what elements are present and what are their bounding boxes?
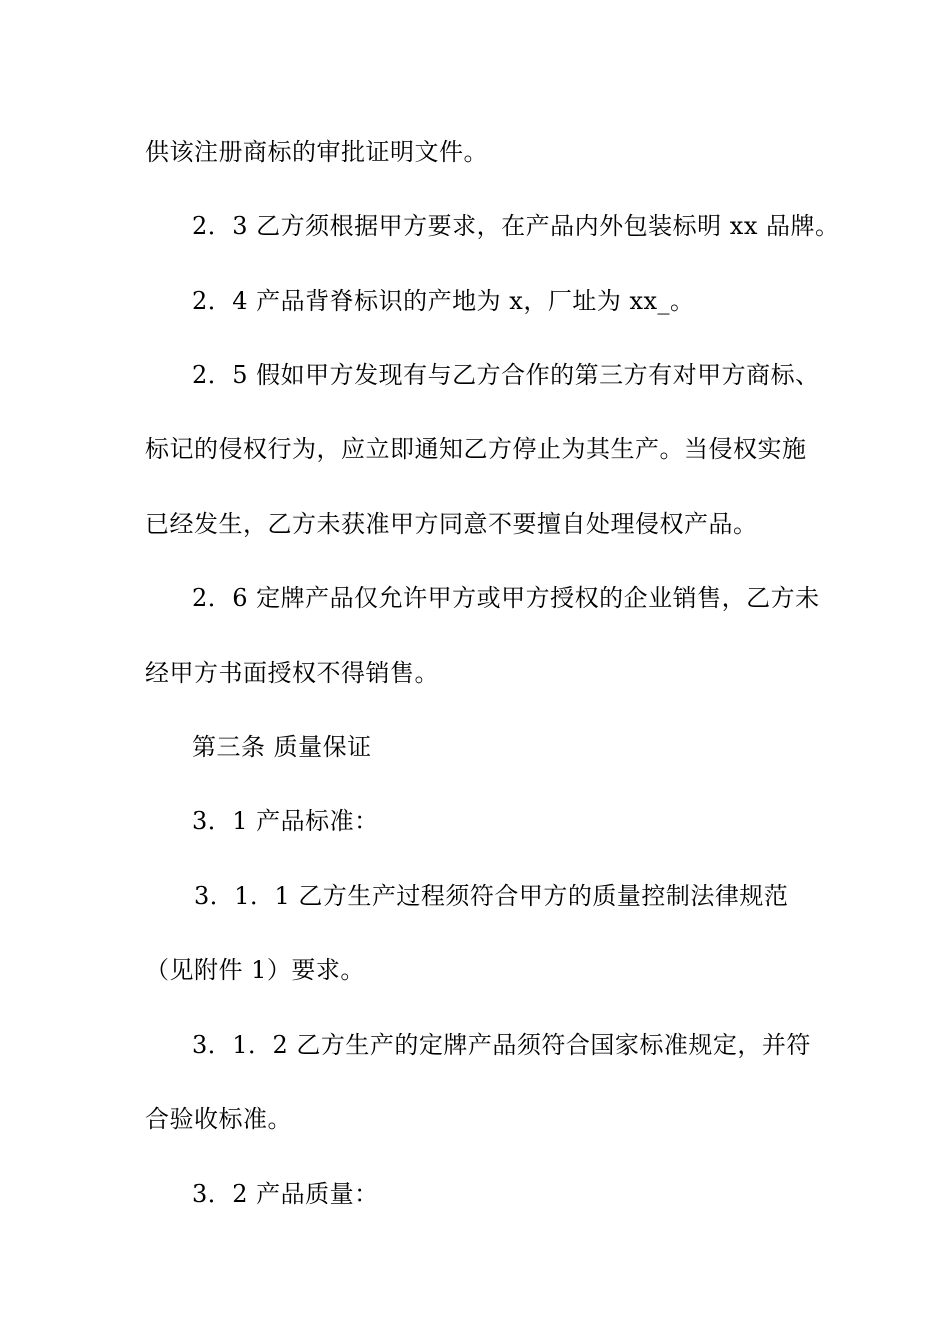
clause-3-1: 3．1 产品标准： bbox=[192, 807, 379, 835]
paragraph-line: （见附件 1）要求。 bbox=[145, 956, 365, 984]
section-heading-article-3: 第三条 质量保证 bbox=[192, 733, 372, 761]
clause-3-1-2: 3．1．2 乙方生产的定牌产品须符合国家标准规定，并符 bbox=[192, 1031, 811, 1059]
paragraph-line: 合验收标准。 bbox=[145, 1105, 292, 1133]
clause-3-1-1: 3．1．1 乙方生产过程须符合甲方的质量控制法律规范 bbox=[194, 882, 789, 910]
paragraph-line: 已经发生，乙方未获准甲方同意不要擅自处理侵权产品。 bbox=[145, 510, 758, 538]
paragraph-line: 供该注册商标的审批证明文件。 bbox=[145, 138, 488, 166]
clause-2-6: 2．6 定牌产品仅允许甲方或甲方授权的企业销售，乙方未 bbox=[192, 584, 820, 612]
paragraph-line: 经甲方书面授权不得销售。 bbox=[145, 659, 439, 687]
clause-2-4: 2．4 产品背脊标识的产地为 x，厂址为 xx_。 bbox=[192, 287, 695, 315]
clause-3-2: 3．2 产品质量： bbox=[192, 1180, 379, 1208]
clause-2-3: 2．3 乙方须根据甲方要求，在产品内外包装标明 xx 品牌。 bbox=[192, 212, 840, 240]
clause-2-5: 2．5 假如甲方发现有与乙方合作的第三方有对甲方商标、 bbox=[192, 361, 820, 389]
paragraph-line: 标记的侵权行为，应立即通知乙方停止为其生产。当侵权实施 bbox=[145, 435, 807, 463]
